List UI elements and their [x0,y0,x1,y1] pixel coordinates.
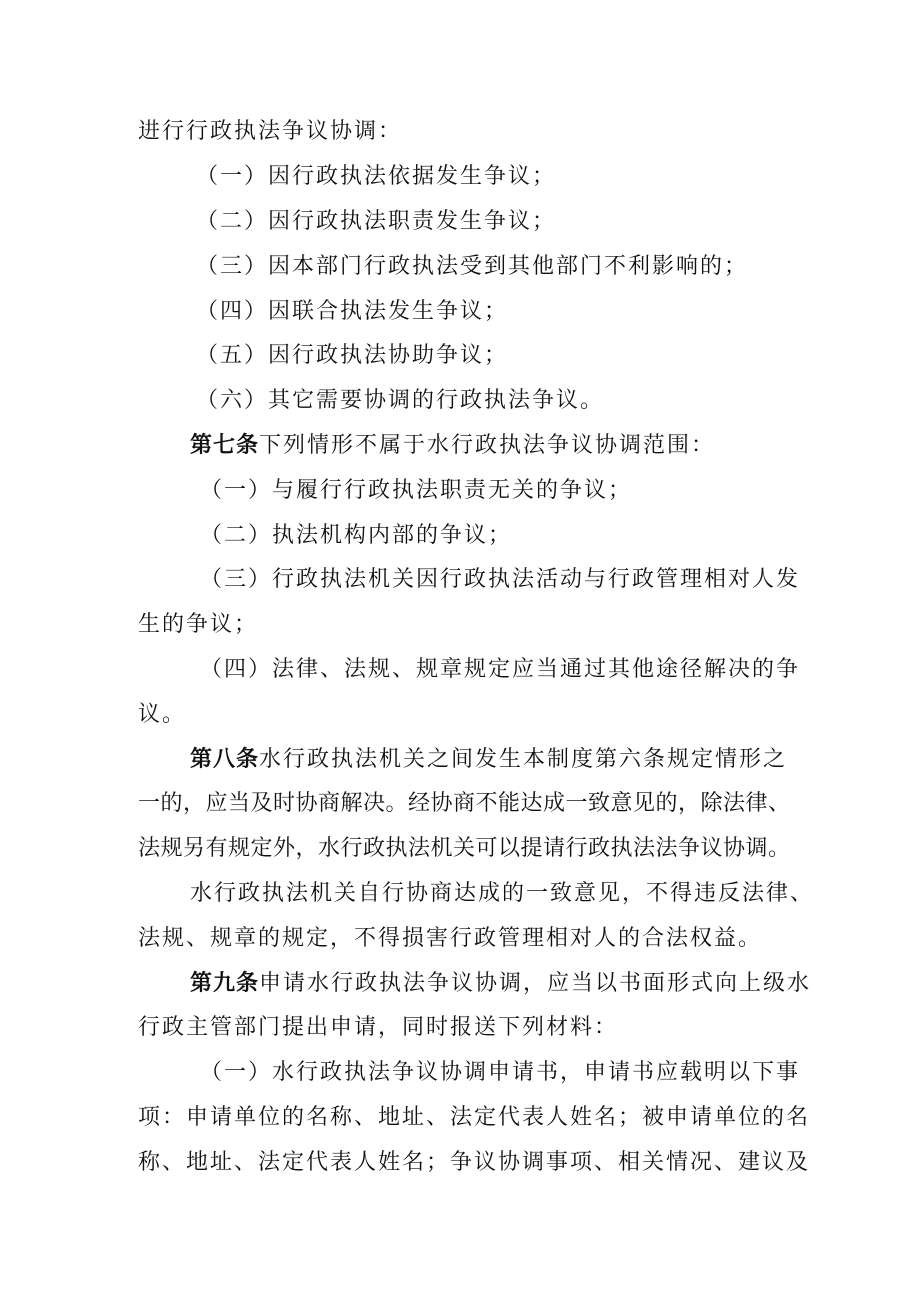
text-line: （二）执法机构内部的争议； [200,523,513,548]
article-heading: 第九条申请水行政执法争议协调，应当以书面形式向上级水 [190,971,812,996]
text-line: 法规另有规定外，水行政执法机关可以提请行政执法法争议协调。 [138,836,791,861]
text-line: 进行行政执法争议协调： [138,119,403,144]
text-line: 议。 [138,702,187,727]
article-number: 第七条 [190,433,260,458]
text-line: （四）法律、法规、规章规定应当通过其他途径解决的争 [200,657,801,682]
text-line: （六）其它需要协调的行政执法争议。 [196,388,605,413]
article-heading: 第八条水行政执法机关之间发生本制度第六条规定情形之 [190,747,788,772]
text-line: 行政主管部门提出申请，同时报送下列材料： [138,1015,619,1040]
text-line: 水行政执法机关自行协商达成的一致意见，不得违反法律、 [190,881,815,906]
article-heading: 第七条下列情形不属于水行政执法争议协调范围： [190,433,716,458]
text-line: 生的争议； [138,612,259,637]
text-line: （二）因行政执法职责发生争议； [196,209,557,234]
text-line: （一）因行政执法依据发生争议； [196,164,557,189]
text-line: （三）因本部门行政执法受到其他部门不利影响的； [196,254,749,279]
article-number: 第九条 [190,971,260,996]
text-line: 称、地址、法定代表人姓名；争议协调事项、相关情况、建议及 [138,1150,811,1175]
text-line: 一的，应当及时协商解决。经协商不能达成一致意见的，除法律、 [138,791,791,816]
text-line: （五）因行政执法协助争议； [196,343,509,368]
text-line: 项：申请单位的名称、地址、法定代表人姓名；被申请单位的名 [138,1105,811,1130]
text-line: 法规、规章的规定，不得损害行政管理相对人的合法权益。 [138,926,763,951]
text-line: （四）因联合执法发生争议； [196,299,509,324]
text-line: （一）与履行行政执法职责无关的争议； [200,478,633,503]
article-number: 第八条 [190,747,260,772]
text-line: （一）水行政执法争议协调申请书，申请书应载明以下事 [200,1060,801,1085]
text-line: （三）行政执法机关因行政执法活动与行政管理相对人发 [200,567,801,592]
